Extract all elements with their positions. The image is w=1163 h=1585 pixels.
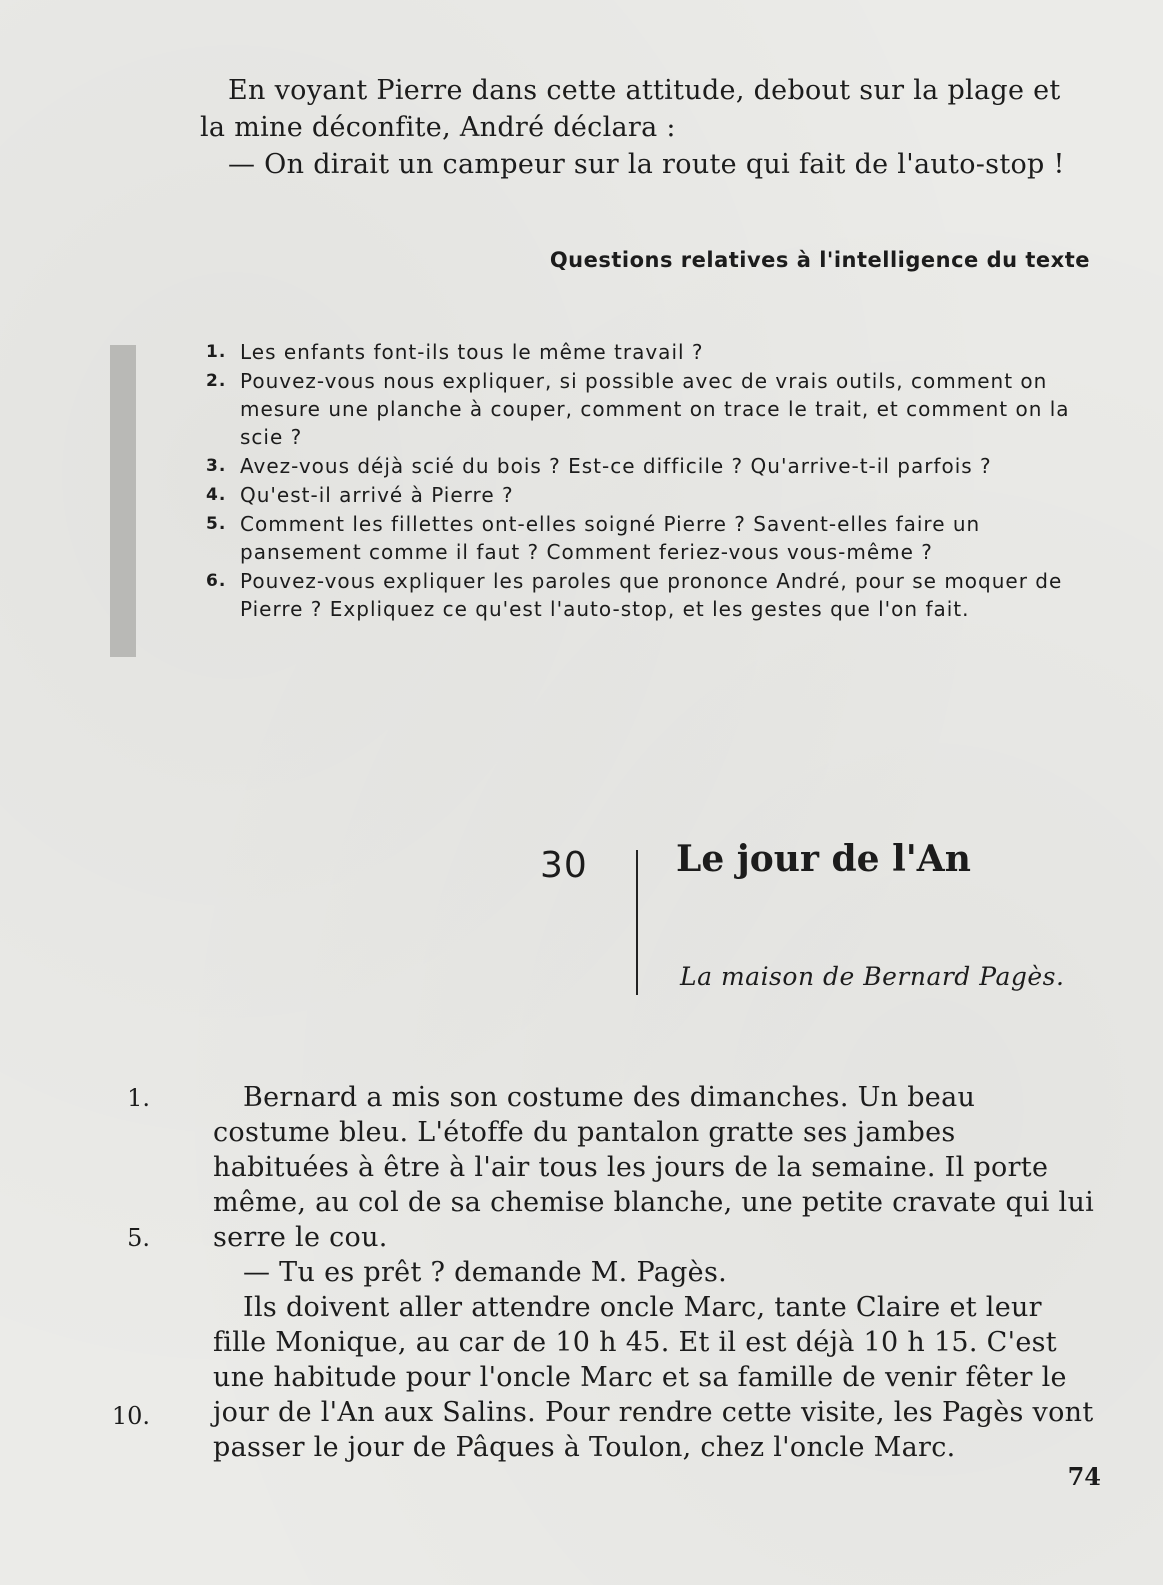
- question-text: Les enfants font-ils tous le même travail ?: [240, 340, 704, 364]
- question-text: Avez-vous déjà scié du bois ? Est-ce difficile ? Qu'arrive-t-il parfois ?: [240, 454, 992, 478]
- question-item: [204, 452, 1092, 480]
- chapter-body: [213, 1080, 1098, 1465]
- question-text: Comment les fillettes ont-elles soigné Pierre ? Savent-elles faire un pansement comme il faut ? Comment feriez-vous vous-même ?: [240, 512, 981, 564]
- question-number: 4.: [206, 485, 227, 505]
- line-number: 1.: [127, 1084, 150, 1112]
- chapter-title: Le jour de l'An: [676, 838, 971, 880]
- question-text: Qu'est-il arrivé à Pierre ?: [240, 483, 514, 507]
- chapter-subtitle: La maison de Bernard Pagès.: [680, 962, 1065, 991]
- questions-list: [204, 338, 1092, 624]
- question-item: [204, 367, 1092, 451]
- page-number: 74: [1067, 1462, 1101, 1491]
- question-number: 2.: [206, 371, 227, 391]
- question-item: [204, 338, 1092, 366]
- body-dialogue: — Tu es prêt ? demande M. Pagès.: [243, 1257, 727, 1288]
- body-paragraph: Ils doivent aller attendre oncle Marc, tante Claire et leur fille Monique, au car de 10 h 45. Et il est déjà 10 h 15. C'est une habitude pour l'oncle Marc et sa famille de venir fêter le jour de l'An aux Salins. Pour rendre cette visite, les Pagès vont passer le jour de Pâques à Toulon, chez l'oncle Marc.: [213, 1292, 1094, 1463]
- question-number: 6.: [206, 571, 227, 591]
- question-item: [204, 510, 1092, 566]
- margin-bar-decoration: [110, 345, 136, 657]
- question-number: 5.: [206, 514, 227, 534]
- chapter-number: 30: [540, 845, 588, 886]
- intro-text: [200, 72, 1090, 183]
- line-number: 10.: [111, 1402, 150, 1430]
- intro-dialogue: — On dirait un campeur sur la route qui fait de l'auto-stop !: [228, 149, 1065, 180]
- question-item: [204, 481, 1092, 509]
- questions-heading: Questions relatives à l'intelligence du texte: [549, 248, 1090, 272]
- question-number: 1.: [206, 342, 227, 362]
- question-text: Pouvez-vous nous expliquer, si possible avec de vrais outils, comment on mesure une planche à couper, comment on trace le trait, et comment on la scie ?: [240, 369, 1070, 449]
- line-number: 5.: [127, 1224, 150, 1252]
- chapter-divider: [636, 850, 638, 995]
- question-text: Pouvez-vous expliquer les paroles que prononce André, pour se moquer de Pierre ? Expliquez ce qu'est l'auto-stop, et les gestes que l'on fait.: [240, 569, 1063, 621]
- intro-paragraph: En voyant Pierre dans cette attitude, debout sur la plage et la mine déconfite, André déclara :: [200, 75, 1061, 143]
- question-item: [204, 567, 1092, 623]
- question-number: 3.: [206, 456, 227, 476]
- body-paragraph: Bernard a mis son costume des dimanches. Un beau costume bleu. L'étoffe du pantalon gratte ses jambes habituées à être à l'air tous les jours de la semaine. Il porte même, au col de sa chemise blanche, une petite cravate qui lui serre le cou.: [213, 1082, 1095, 1253]
